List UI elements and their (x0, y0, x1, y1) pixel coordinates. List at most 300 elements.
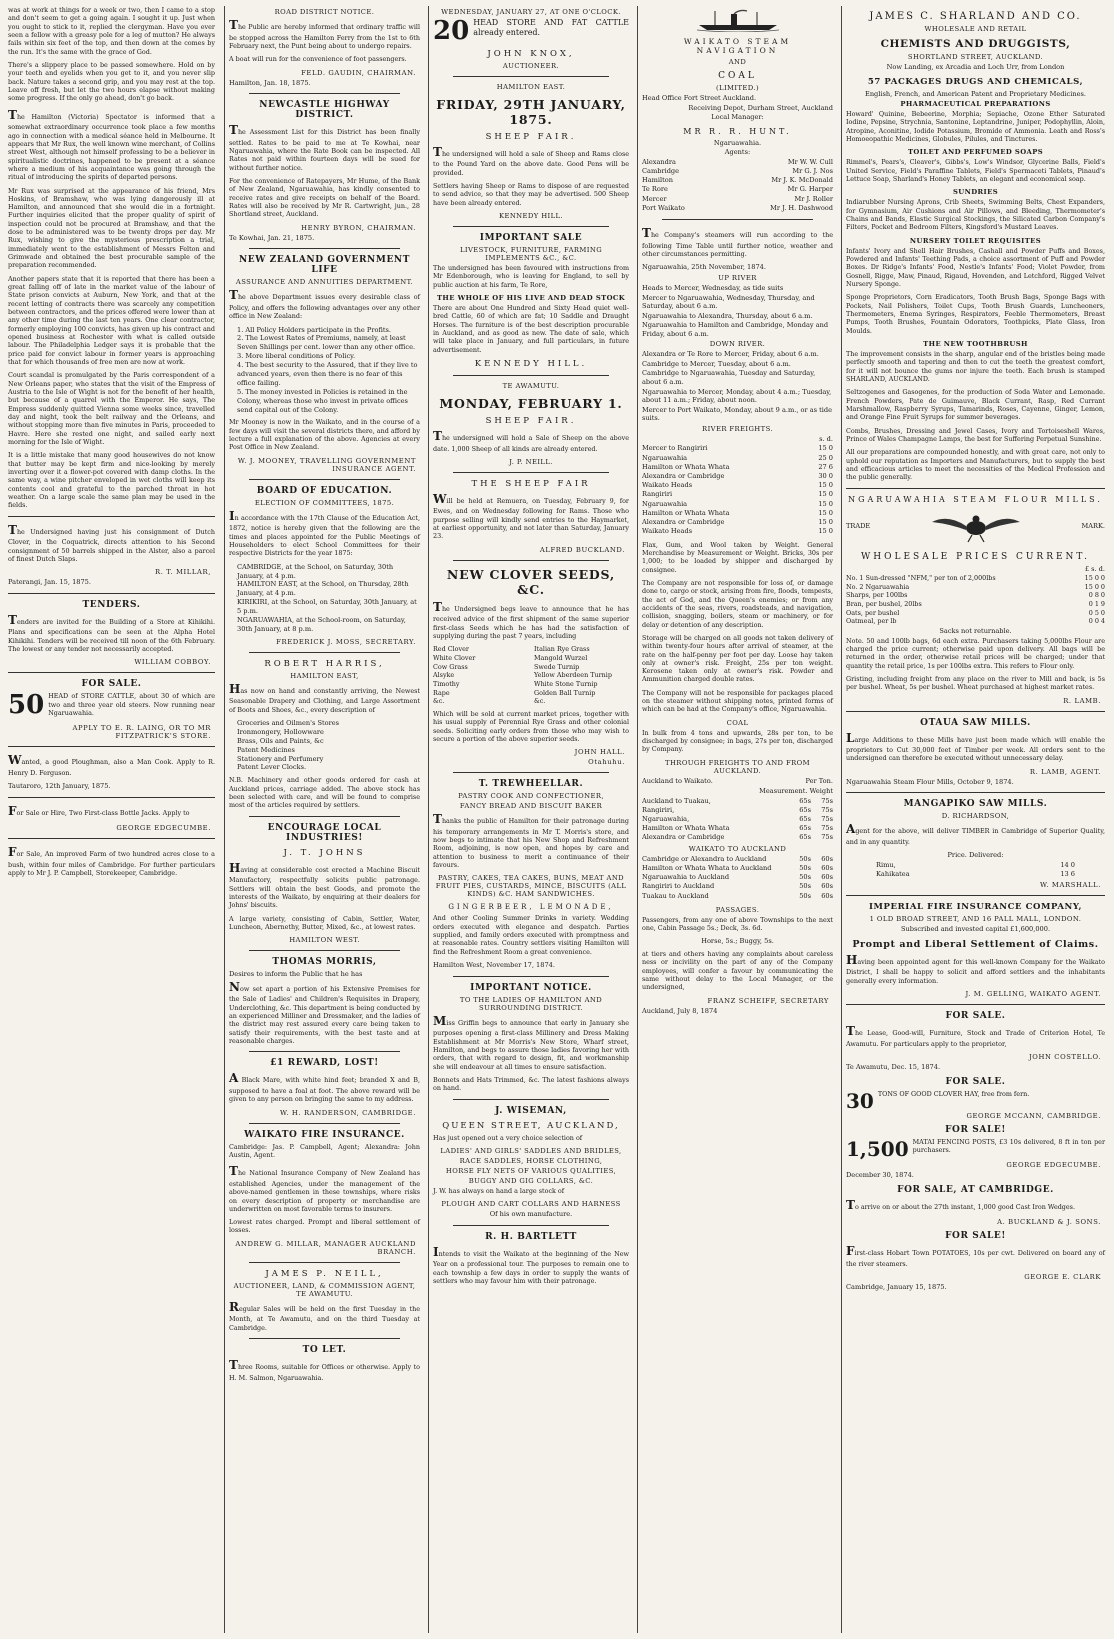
through-row (642, 815, 833, 824)
richardson-name: D. RICHARDSON, (941, 812, 1010, 821)
prompt-heading: Prompt and Liberal Settlement of Claims. (852, 938, 1099, 950)
packages-heading: 57 PACKAGES DRUGS AND CHEMICALS, (867, 76, 1084, 87)
price-item: No. 1 Sun-dressed "NFM," per ton of 2,000lbs (846, 574, 996, 583)
through-table-2 (642, 855, 833, 901)
manager-label: Local Manager: (711, 113, 764, 122)
signature: FRANZ SCHEIFF, SECRETARY (707, 996, 829, 1005)
agent-place: Te Rore (642, 185, 668, 194)
meeting-item: CAMBRIDGE, at the School, on Saturday, 30th January, at 4 p.m. (237, 562, 394, 580)
signature: KENNEDY HILL. (499, 212, 563, 221)
through-freights-heading: THROUGH FREIGHTS TO AND FROM AUCKLAND. (665, 758, 810, 775)
agent-place: Alexandra (642, 157, 676, 166)
wiseman-notice: Has just opened out a very choice selection of (433, 1133, 583, 1142)
divider (453, 772, 609, 773)
coal-heading: COAL (726, 718, 749, 727)
through-route: Ngaruawahia, (642, 815, 690, 823)
agent-row (642, 195, 833, 204)
ferry-notice: The Public are hereby informed that ordinary traffic will be stopped across the Hamilton Ferry from the 1st to 6th February next, the Punt being about to undergo repairs. (229, 18, 420, 50)
seed-item: &c. (534, 697, 546, 706)
price-row (846, 609, 1105, 618)
through-label: Auckland to Waikato. (642, 776, 713, 785)
through-route: Alexandra or Cambridge (642, 833, 725, 842)
freight-rate: 15 0 (818, 444, 833, 453)
dateline: Auckland, July 8, 1874 (642, 1006, 718, 1015)
limited-label: (LIMITED.) (715, 84, 759, 92)
nursery-heading: NURSERY TOILET REQUISITES (909, 236, 1042, 245)
dateline: December 30, 1874. (846, 1171, 914, 1180)
neill-heading: JAMES P. NEILL, (265, 1268, 384, 1279)
freight-row (642, 500, 833, 509)
meeting-item: KIRIKIRI, at the School, on Saturday, 30th January, at 5 p.m. (237, 598, 417, 616)
freight-route: Waikato Heads (642, 527, 693, 536)
johns-subheading: HAMILTON WEST. (289, 936, 360, 945)
through-weight: 75s (821, 796, 833, 805)
price-label: Price. Delivered: (947, 851, 1004, 860)
for-sale-heading: FOR SALE! (945, 1124, 1006, 1135)
wiseman-notice-2: J. W. has always on hand a large stock of (433, 1186, 565, 1195)
board-education-heading: BOARD OF EDUCATION. (256, 485, 393, 496)
nz-government-notice-2: Mr Mooney is now in the Waikato, and in the course of a few days will visit the several districts there, and afford by lecture a full explanation of the above. Agencies at every Post Office in New Zealand. (229, 418, 420, 452)
johns-notice: Having at considerable cost erected a Machine Biscuit Manufactory, respectfully solicits public patronage. Settlers will obtain the best Goods, and promote the interests of the Waikato, by enquiring at their dealers for Johns' biscuits. (229, 860, 420, 910)
divider (453, 976, 609, 977)
divider (453, 226, 609, 227)
agent-place: Port Waikato (642, 203, 685, 212)
agent-row (642, 176, 833, 185)
important-notice-subheading: TO THE LADIES OF HAMILTON AND SURROUNDING DISTRICT. (459, 995, 603, 1012)
through-weight: 60s (821, 891, 833, 900)
freight-route: Ngaruawahia (642, 499, 688, 508)
cambridge-sale-notice: To arrive on or about the 27th instant, 1,000 good Cast Iron Wedges. (846, 1197, 1075, 1212)
through-row (642, 797, 833, 806)
freight-rate: 15 0 (818, 518, 833, 527)
seed-item: Golden Ball Turnip (534, 688, 596, 697)
cattle-count: 20 (433, 16, 470, 46)
freight-route: Hamilton or Whata Whata (642, 462, 730, 471)
sundries-text: Indiarubber Nursing Aprons, Crib Sheets, Swimming Belts, Chest Expanders, for Gymnasium, Air Cushions and Air Pillows, and Bleeding, Thermometer's Chains and Bands, Elastic Surgical Stockings, the Silicated Carbon Company's Filters, Pocket and Bedroom Filters, Kingsford's Mustard Leaves. (846, 198, 1105, 232)
agents-label: Agents: (724, 148, 751, 157)
up-river-heading: UP RIVER (718, 273, 757, 282)
signature: KENNEDY HILL. (474, 358, 588, 369)
divider (8, 838, 215, 839)
and-label: AND (728, 58, 747, 66)
freight-route: Alexandra or Cambridge (642, 518, 725, 527)
goods-item: Patent Medicines (237, 745, 295, 754)
divider (8, 746, 215, 747)
seed-item: Alsyke (433, 671, 455, 680)
seed-item: Mangold Wurzel (534, 654, 588, 663)
posts-count: 1,500 (846, 1136, 909, 1161)
timber-price: 14 0 (1060, 860, 1075, 869)
freight-route: Hamilton or Whata Whata (642, 508, 730, 517)
article-paragraph: Another papers state that it is reported that there has been a great falling off of late in the market value of the labour of State prison convicts at Auburn, New York, and that at the recent letting of contracts there was scarcely any competition between contractors, and the prices offered were lower than at any other time during the last ten years. One clear contractor, formerly employing 100 convicts, has given up his contract and opened business at Rochester with what is called outside labour. The Philadelphia Ledger says it is probable that the price paid for convict labour in former years is approaching that for which thousands of free men are now at work. (8, 274, 215, 367)
divider (453, 1225, 609, 1226)
important-notice-text-2: Bonnets and Hats Trimmed, &c. The latest fashions always on hand. (433, 1075, 629, 1093)
important-notice-heading: IMPORTANT NOTICE. (470, 982, 592, 993)
head-office: Head Office Fort Street Auckland. (642, 94, 757, 102)
seed-item: Yellow Aberdeen Turnip (534, 671, 612, 680)
dateline: Hamilton, Jan. 18, 1875. (229, 78, 311, 87)
signature: J. M. GELLING, WAIKATO AGENT. (965, 990, 1101, 999)
divider (249, 93, 400, 94)
dateline: Ngaruawahia, 25th November, 1874. (642, 263, 766, 272)
meeting-item: NGARUAWAHIA, at the School-room, on Saturday, 30th January, at 8 p.m. (237, 615, 406, 633)
through-route: Hamilton or Whata Whata to Auckland (642, 863, 772, 872)
hire-ad: For Sale or Hire, Two First-class Bottle Jacks. Apply to (8, 803, 190, 818)
divider (8, 797, 215, 798)
monday-notice: The undersigned will hold a Sale of Sheep on the above date. 1,000 Sheep of all kinds are already entered. (433, 428, 629, 453)
timetable-item: Alexandra or Te Rore to Mercer, Friday, about 6 a.m. (642, 350, 819, 359)
freight-row (642, 509, 833, 518)
price-value: 15 0 0 (1084, 574, 1105, 583)
bartlett-heading: R. H. BARTLETT (485, 1231, 577, 1242)
policy-item: 4. The best security to the Assured, that if they live to advanced years, even then there is no fear of this office failing. (237, 361, 418, 387)
dateline: Hamilton West, November 17, 1874. (433, 961, 555, 970)
policy-item: 5. The money invested in Policies is retained in the Colony, whereas those who invest in private offices send capital out of the Colony. (237, 387, 408, 414)
signature: GEORGE EDGECUMBE. (1006, 1161, 1101, 1170)
harris-subheading: HAMILTON EAST, (290, 671, 359, 680)
nursery-text: Infants' Ivory and Shell Hair Brushes, Cashall and Powder Puffs and Boxes, Powdered and Infants' Teething Pads, a choice assortment of Puff and Powder Boxes. Dr Ridge's Infants' Food, Nestle's Infants' Food; Violet Powder, from Gosnell, Rigge, Maw, Pinaud, Rigaud, Hovenden, and Letchford, Rigged Velvet Nursery Sponge. (846, 246, 1105, 289)
gristing-note: Gristing, including freight from any place on the river to Mill and back, is 5s per bushel. Wheat, 5s per bushel. Wheat purchased at highest market rates. (846, 674, 1105, 692)
timetable-item: Heads to Mercer, Wednesday, as tide suits (642, 283, 784, 292)
agent-name: Mr G. Harper (787, 185, 833, 194)
trewheellar-subheading: PASTRY COOK AND CONFECTIONER, (458, 792, 604, 801)
freight-row (642, 490, 833, 499)
morris-heading: THOMAS MORRIS, (272, 957, 377, 968)
ferry-notice-2: A boat will run for the convenience of foot passengers. (229, 55, 407, 64)
manager-place: Ngaruawahia. (713, 138, 762, 147)
wiseman-heading: J. WISEMAN, (495, 1105, 567, 1116)
through-weight: 75s (821, 824, 833, 833)
signature: GEORGE MCCANN, CAMBRIDGE. (966, 1111, 1101, 1120)
freight-row (642, 472, 833, 481)
hay-text: TONS OF GOOD CLOVER HAY, free from fern. (877, 1089, 1030, 1098)
agent-name: Mr J. Roller (794, 194, 833, 203)
cattle-ad (8, 692, 215, 740)
flax-notice: Flax, Gum, and Wool taken by Weight. General Merchandise by Measurement or Weight. Bricks, 30s per 1,000; to be loaded by shipper and discharged by consignee. (642, 540, 833, 574)
through-route: Cambridge or Alexandra to Auckland (642, 854, 767, 863)
posts-ad (846, 1138, 1105, 1180)
storage-notice: Storage will be charged on all goods not taken delivery of within twenty-four hours after arrival of steamer, at the rate on the half-penny per foot per day. Loose hay taken only at owner's risk. Freight, 25s per ton weight. Kerosene taken only at owner's risk. Powder and Ammunition charged double rates. (642, 633, 833, 684)
through-row (642, 806, 833, 815)
toilet-text: Rimmel's, Pears's, Cleaver's, Gibbs's, Low's Windsor, Glycerine Balls, Field's United Service, Field's Paraffine Tablets, Field's Spermaceti Tablets, Pinaud's Lettuce Soap, Sharland's Honey Tablets, an elegant and economical soap. (846, 158, 1105, 184)
divider (453, 1099, 609, 1100)
timetable-item: Cambridge to Ngaruawahia, Tuesday and Saturday, about 6 a.m. (642, 369, 816, 386)
clover-notice: The Undersigned having just his consignment of Dutch Clover, in the Coquatrick, directs attention to his Second consignment of 50 barrels shipped in the Alster, also a parcel of finest Dutch Slaps. (8, 522, 215, 563)
freight-route: Ngaruawahia (642, 453, 688, 462)
cattle-ad (433, 18, 629, 44)
complaints-notice: at tiers and others having any complaints about careless ness or incivility on the part of any of the Company employees, will confer a favour by communicating the same without delay to the Local Manager, or the undersigned, (642, 949, 833, 992)
divider (8, 672, 215, 673)
freight-route: Alexandra or Cambridge (642, 472, 725, 481)
hay-ad (846, 1090, 1105, 1120)
through-route: Rangiriri, (642, 805, 675, 814)
through-row (642, 873, 833, 882)
goods-item: Patent Lever Clocks. (237, 763, 307, 772)
freight-row (642, 454, 833, 463)
important-sale-subheading: LIVESTOCK, FURNITURE, FARMING IMPLEMENTS &C., &C. (459, 246, 603, 263)
combs-text: Combs, Brushes, Dressing and Jewel Cases, Ivory and Tortoiseshell Wares, Prince of Wales Champagne Lamps, the best for Suffering Perpetual Sunshine. (846, 426, 1105, 443)
for-sale-heading: FOR SALE. (945, 1076, 1006, 1087)
through-row (642, 855, 833, 864)
freight-rate: 30 0 (818, 472, 833, 481)
morris-subheading: Desires to inform the Public that he has (229, 970, 363, 979)
timetable-item: Ngaruawahia to Mercer, Monday, about 4 a.m.; Tuesday, about 11 a.m.; Friday, about noon. (642, 387, 832, 405)
timetable-item: Cambridge to Mercer, Tuesday, about 6 a.m. (642, 359, 791, 368)
wiseman-footer: Of his own manufacture. (489, 1210, 573, 1219)
trewheellar-subheading-2: FANCY BREAD AND BISCUIT BAKER (459, 802, 603, 811)
sheep-fair-label: SHEEP FAIR. (485, 415, 577, 426)
sharland-arrivals: Now Landing, ex Arcadia and Loch Urr, from London (886, 63, 1065, 71)
price-value: 0 1 9 (1088, 600, 1105, 609)
seed-item: Timothy (433, 679, 460, 688)
dateline: Cambridge, January 15, 1875. (846, 1283, 947, 1292)
gingerbeer-notice: And other Cooling Summer Drinks in variety. Wedding orders executed with elegance and despatch. Parties supplied, and family orders executed with promptness and at reasonable rates. Country settlers visiting Hamilton will find the Refreshment Room a great convenience. (433, 914, 629, 956)
through-measure: 65s (799, 796, 811, 805)
timetable-item: Mercer to Port Waikato, Monday, about 9 a.m., or as tide suits. (642, 405, 833, 423)
dateline: Ngaruawahia Steam Flour Mills, October 9, 1874. (846, 777, 1014, 786)
passages-heading: PASSAGES. (715, 905, 760, 914)
divider (453, 375, 609, 376)
wiseman-item: HORSE FLY NETS OF VARIOUS QUALITIES, (445, 1166, 617, 1175)
wanted-ad: Wanted, a good Ploughman, also a Man Cook. Apply to R. Henry D. Ferguson. (8, 753, 215, 777)
encourage-heading: ENCOURAGE LOCAL INDUSTRIES! (267, 822, 382, 843)
goods-item: Groceries and Oilmen's Stores (237, 719, 340, 727)
knox-heading: JOHN KNOX, (487, 48, 575, 59)
column-1 (4, 6, 219, 1633)
trade-label: TRADE (846, 522, 871, 531)
board-education-subheading: ELECTION OF COMMITTEES, 1875. (254, 498, 395, 507)
responsibility-notice: The Company are not responsible for loss of, or damage done to, cargo or stock, arising from fire, floods, tempests, the act of God, and the Queen's enemies; or from any accidents of the seas, rivers, roadsteads, and navigation, collision, snagging, boilers, steam or machinery, or for delay or detention of any description. (642, 578, 833, 629)
sheep-fair-heading: THE SHEEP FAIR (471, 478, 591, 489)
johns-heading: J. T. JOHNS (283, 847, 366, 858)
fire-agents: Cambridge: Jas. P. Campbell, Agent; Alexandra: John Austin, Agent. (229, 1142, 420, 1159)
sponge-text: Sponge Proprietors, Corn Eradicators, Tooth Brush Bags, Sponge Bags with Pockets, Nail Polishers, Toilet Cups, Tooth Brush Guards, Luncheoners, Thermometers, Enema Syringes, Respirators, Feeble Thermometers, Breast Pumps, Tooth Brushes, Fountain Odorators, Toothpicks, Plate Glass, Iron Moulds. (846, 293, 1105, 335)
criterion-notice: The Lease, Good-will, Furniture, Stock and Trade of Criterion Hotel, Te Awamutu. For particulars apply to the proprietor, (846, 1024, 1105, 1048)
freight-row (642, 444, 833, 453)
agent-place: Mercer (642, 194, 667, 203)
nz-government-subheading: ASSURANCE AND ANNUITIES DEPARTMENT. (235, 278, 414, 287)
important-notice-text: Miss Griffin begs to announce that early in January she purposes opening a first-class Millinery and Dress Making Establishment at Mr Morris's New Store, Wharf street, Hamilton, and begs to assure those ladies favoring her with orders, that with regard to design, fit, and workmanship she will endeavour at all times to ensure satisfaction. (433, 1013, 629, 1071)
timber-price-row (876, 870, 1075, 879)
signature: R. LAMB. (1063, 696, 1101, 705)
newcastle-heading: NEWCASTLE HIGHWAY DISTRICT. (259, 100, 390, 121)
freight-row (642, 527, 833, 536)
whole-stock-heading: THE WHOLE OF HIS LIVE AND DEAD STOCK (436, 294, 626, 302)
otaua-heading: OTAUA SAW MILLS. (920, 717, 1031, 728)
imperial-address: 1 OLD BROAD STREET, AND 16 PALL MALL, LONDON. (869, 915, 1082, 924)
price-row (846, 617, 1105, 626)
through-subheading (642, 777, 833, 786)
flour-mills-heading: NGARUAWAHIA STEAM FLOUR MILLS. (848, 494, 1103, 504)
agents-list (642, 158, 833, 213)
imperial-heading: IMPERIAL FIRE INSURANCE COMPANY, (868, 902, 1083, 913)
auctioneer-label: AUCTIONEER. (502, 61, 560, 70)
farm-ad: For Sale, An improved Farm of two hundred acres close to a bush, within four miles of Cambridge. For further particulars apply to Mr J. P. Campbell, Storekeeper, Cambridge. (8, 845, 215, 878)
article-paragraph: There's a slippery place to be passed somewhere. Hold on by your teeth and eyelids when you get to it, and you never slip back. Nature takes a second grip, and you may rest at the top. Leave off fresh, but let the two hours elapse without making some progress. If the only go ahead, don't go back. (8, 60, 215, 103)
through-route: Ngaruawahia to Auckland (642, 873, 730, 882)
newcastle-notice: The Assessment List for this District has been finally settled. Rates to be paid to me at Te Kowhai, near Ngaruawahia, where the Rate Book can be inspected. All Rates not paid within fourteen days will be sued for without further notice. (229, 123, 420, 172)
neill-subheading: AUCTIONEER, LAND, & COMMISSION AGENT, TE AWAMUTU. (233, 1281, 416, 1298)
cattle-text: HEAD STORE AND FAT CATTLE already entered. (473, 18, 629, 38)
dateline: Te Awamutu, Dec. 15, 1874. (846, 1063, 941, 1072)
tenders-heading: TENDERS. (82, 599, 141, 610)
freight-rate: 25 0 (818, 453, 833, 462)
price-row (846, 574, 1105, 583)
divider (249, 1051, 400, 1052)
through-route: Tuakau to Auckland (642, 891, 709, 900)
newcastle-notice-2: For the convenience of Ratepayers, Mr Hume, of the Bank of New Zealand, Ngaruawahia, has kindly consented to receive rates and give receipts on behalf of the Board. Rates will also be received by Mr R. Cartwright, jun., 28 Shortland street, Auckland. (229, 177, 420, 219)
column-4 (637, 6, 837, 1633)
through-measure: 65s (799, 824, 811, 833)
location-label: HAMILTON EAST. (496, 82, 566, 91)
harris-notice: Has now on hand and constantly arriving, the Newest Seasonable Drapery and Clothing, and Large Assortment of Boots and Shoes, &c., every description of (229, 681, 420, 714)
richardson-notice: Agent for the above, will deliver TIMBER in Cambridge of Superior Quality, and in any quantity. (846, 822, 1105, 846)
divider (662, 219, 813, 220)
meeting-list (237, 563, 420, 634)
seed-item: Swede Turnip (534, 662, 580, 671)
freight-row (642, 463, 833, 472)
through-measure: 50s (799, 891, 811, 900)
sheep-notice: The undersigned will hold a sale of Sheep and Rams close to the Pound Yard on the above date. Good Pens will be provided. (433, 144, 629, 177)
preparations-text: All our preparations are compounded honestly, and with great care, not only to uphold our reputation as Importers and Manufacturers, but to supply the best and efficacious articles to meet the necessities of the Medical Profession and the public generally. (846, 448, 1105, 482)
policy-item: 1. All Policy Holders participate in the Profits. (237, 325, 392, 334)
divider (453, 560, 609, 561)
through-measure: 50s (799, 873, 811, 882)
through-weight: 60s (821, 863, 833, 872)
signature: FELD. GAUDIN, CHAIRMAN. (301, 68, 416, 77)
seed-item: Rape (433, 688, 450, 697)
fire-notice: The National Insurance Company of New Zealand has established Agencies, under the management of the above-named gentlemen in these townships, where risks on every description of property or merchandise are underwritten on most favorable terms to insurers. (229, 1164, 420, 1213)
steam-nav-heading: WAIKATO STEAM NAVIGATION (683, 37, 792, 55)
timber-type: Rimu, (876, 860, 896, 869)
for-sale-heading: FOR SALE! (945, 1231, 1006, 1242)
price-item: Oatmeal, per lb (846, 617, 897, 626)
price-unit: £ s. d. (1084, 564, 1105, 573)
price-table (846, 565, 1105, 626)
trewheellar-notice: Thanks the public of Hamilton for their patronage during his temporary arrangements in Mr T. Morris's store, and now begs to intimate that his New Shop and Refreshment Room, adjoining, is now open, and hopes by care and attention to business to merit a continuance of their favours. (433, 812, 629, 870)
price-value: 0 8 0 (1088, 591, 1105, 600)
divider (846, 488, 1105, 489)
through-row (642, 864, 833, 873)
signature: GEORGE E. CLARK (1024, 1273, 1101, 1282)
through-measure: 65s (799, 833, 811, 842)
freight-table (642, 444, 833, 536)
agent-name: Mr J. H. Dashwood (770, 203, 833, 212)
nz-government-notice: The above Department issues every desirable class of Policy, and offers the following advantages over any other office in New Zealand: (229, 288, 420, 321)
coal-notice: In bulk from 4 tons and upwards, 28s per ton, to be discharged by consignee; in bags, 27s per ton, discharged by Company. (642, 728, 833, 754)
through-row (642, 882, 833, 891)
mark-label: MARK. (1081, 522, 1105, 531)
divider (249, 1123, 400, 1124)
sale-date-heading: WEDNESDAY, JANUARY 27, AT ONE O'CLOCK. (441, 8, 621, 16)
agent-row (642, 167, 833, 176)
divider (453, 76, 609, 77)
column-5 (841, 6, 1109, 1633)
whole-stock-notice: There are about One Hundred and Sixty Head quiet well-bred Cattle, 60 of which are fat; 10 Saddle and Draught Horses. The furniture is of the best description procurable in Auckland, and as good as new. The date of sale, which will take place in January, and full particulars, in future advertisement. (433, 304, 629, 354)
passages-notice: Passengers, from any one of above Townships to the next one, Cabin Passage 5s.; Deck, 3s. 6d. (642, 915, 833, 933)
clover-seeds-heading: NEW CLOVER SEEDS, &C. (446, 566, 616, 597)
road-district-heading: ROAD DISTRICT NOTICE. (274, 8, 375, 16)
through-measure: 65s (799, 815, 811, 823)
agent-row (642, 185, 833, 194)
wiseman-item: PLOUGH AND CART COLLARS AND HARNESS (441, 1200, 621, 1209)
posts-text: MATAI FENCING POSTS, £3 10s delivered, 8 ft in ton per purchasers. (912, 1137, 1105, 1154)
steamer-icon (695, 8, 781, 32)
cattle-count: 50 (8, 690, 45, 721)
signature: APPLY TO E. R. LAING, OR TO MR FITZPATRICK'S STORE. (72, 724, 211, 741)
trewheellar-heading: T. TREWHEELLAR. (478, 779, 584, 790)
important-sale-heading: IMPORTANT SALE (479, 233, 583, 244)
timber-price: 13 6 (1060, 870, 1075, 879)
through-measure: 50s (799, 882, 811, 891)
agent-name: Mr W. W. Cull (787, 157, 833, 166)
through-route: Auckland to Tuakau, (642, 796, 711, 805)
signature: HENRY BYRON, CHAIRMAN. (301, 223, 416, 232)
imperial-notice: Having been appointed agent for this well-known Company for the Waikato District, I shall be happy to solicit and afford settlers and the inhabitants generally every information. (846, 952, 1105, 985)
divider (453, 472, 609, 473)
johns-notice-2: A large variety, consisting of Cabin, Settler, Water, Luncheon, Abernethy, Butter, Mixed, &c., at lowest rates. (229, 914, 420, 931)
article-paragraph: Mr Rux was surprised at the appearance of his friend, Mrs Hoskins, of Bramshaw, who was lying dangerously ill at Hamilton, and announced that she would die in a fortnight. Further inquiries elicited that the proper quality of spirit of inspection could not be procured at Bramshaw, and that the dose to be administered was to be twenty drops per day. Mr Rux, wishing to give the mysterious prescription a trial, immediately went to the establishment of Messrs Felton and Grimwade and obtained the best procurable sample of the preparation recommended. (8, 186, 215, 270)
sharland-heading: JAMES C. SHARLAND AND CO. (869, 11, 1082, 22)
sheep-notice-2: Settlers having Sheep or Rams to dispose of are requested to send advice, so that they may be advertised. 500 Sheep have been already entered. (433, 182, 629, 207)
divider (8, 516, 215, 517)
potato-notice: First-class Hobart Town POTATOES, 10s per cwt. Delivered on board any of the river steamers. (846, 1244, 1105, 1268)
signature: WILLIAM COBBOY. (134, 658, 211, 667)
seed-item: &c. (433, 697, 445, 706)
trade-mark (846, 507, 1105, 547)
harris-heading: ROBERT HARRIS, (264, 658, 385, 669)
to-let-notice: Three Rooms, suitable for Offices or otherwise. Apply to H. M. Salmon, Ngaruawahia. (229, 1358, 420, 1382)
monday-heading: MONDAY, FEBRUARY 1. (439, 395, 623, 411)
important-sale-notice: The undersigned has been favoured with instructions from Mr Edenborough, who is leaving for England, to sell by public auction at his farm, Te Rore, (433, 264, 629, 289)
fire-insurance-heading: WAIKATO FIRE INSURANCE. (244, 1129, 405, 1140)
dateline: Paterangi, Jan. 15, 1875. (8, 578, 91, 587)
price-row (846, 591, 1105, 600)
reward-heading: £1 REWARD, LOST! (270, 1058, 379, 1069)
through-weight: 75s (821, 805, 833, 814)
freight-route: Mercer to Rangiriri (642, 444, 708, 453)
dateline: Tautaroro, 12th January, 1875. (8, 782, 111, 791)
freight-route: Waikato Heads (642, 481, 693, 490)
flour-note: Note. 50 and 100lb bags, 6d each extra. Purchasers taking 5,000lbs Flour are charged the price current; otherwise paid upon delivery. All bags will be returned in the order, otherwise retail prices will be charged; under that quantity the retail price, 1s per 100lbs extra. This refers to Flour only. (846, 636, 1105, 670)
timetable-item: Ngaruawahia to Alexandra, Thursday, about 6 a.m. (642, 311, 813, 320)
divider (249, 950, 400, 951)
price-value: 15 0 0 (1084, 582, 1105, 591)
signature: W. MARSHALL. (1040, 881, 1101, 890)
price-item: Bran, per bushel, 20lbs (846, 600, 922, 609)
bartlett-notice: Intends to visit the Waikato at the beginning of the New Year on a professional tour. The purposes to remain one to each township a few days in order to supply the wants of settlers who may favour him with their patronage. (433, 1244, 629, 1285)
goods-item: Brass, Oils and Paints, &c (237, 736, 324, 745)
nz-government-heading: NEW ZEALAND GOVERNMENT LIFE (238, 255, 411, 276)
timber-type: Kahikatea (876, 870, 910, 879)
agent-name: Mr G. J. Nos (792, 167, 833, 176)
seed-item: Red Clover (433, 645, 469, 654)
seed-item: White Stone Turnip (534, 679, 598, 688)
imperial-capital: Subscribed and invested capital £1,600,000. (900, 925, 1051, 934)
mangapiko-heading: MANGAPIKO SAW MILLS. (903, 799, 1048, 810)
signature: R. LAMB, AGENT. (1029, 767, 1101, 776)
eagle-trademark-icon (928, 510, 1024, 544)
signature: ALFRED BUCKLAND. (539, 545, 625, 554)
toothbrush-heading: THE NEW TOOTHBRUSH (923, 340, 1028, 349)
trewheellar-items: PASTRY, CAKES, TEA CAKES, BUNS, MEAT AND FRUIT PIES, CUSTARDS, MINCE, BISCUITS (ALL KINDS) &C. HAM SANDWICHES. (435, 874, 627, 899)
packages-notice: The Company will not be responsible for packages placed on the steamer without shipping notes, printed forms of which can be had at the Company's office, Ngaruawahia. (642, 688, 833, 714)
through-weight: 75s (821, 833, 833, 842)
to-auckland-heading: WAIKATO TO AUCKLAND (688, 844, 787, 853)
through-measure: 50s (799, 863, 811, 872)
through-row (642, 833, 833, 842)
freight-rate: 15 0 (818, 499, 833, 508)
